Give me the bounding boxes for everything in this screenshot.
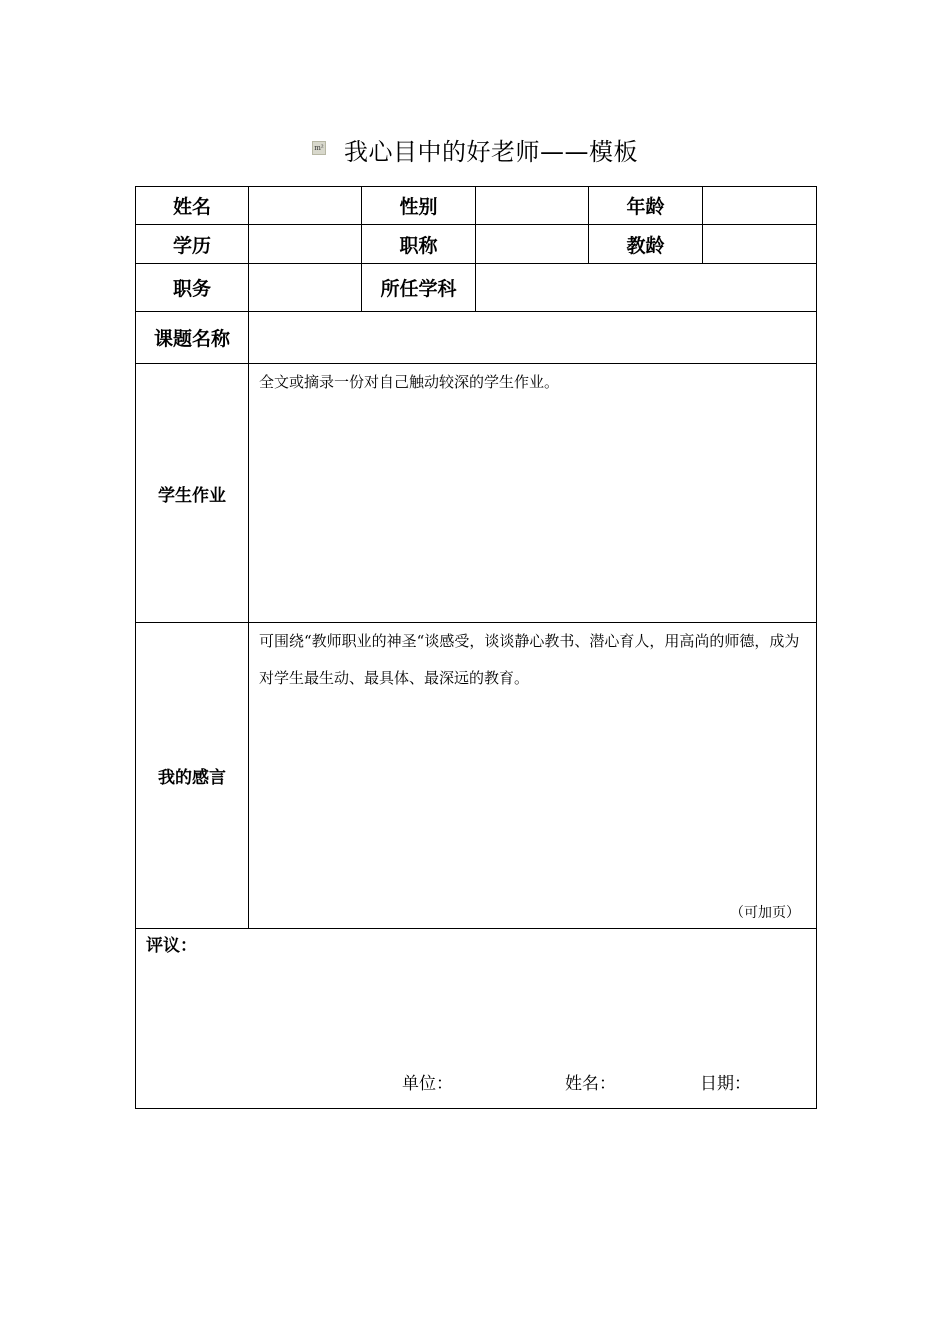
document-title: 我心目中的好老师——模板 bbox=[344, 138, 638, 166]
topic-label: 课题名称 bbox=[136, 312, 249, 364]
gender-label: 性别 bbox=[362, 187, 476, 225]
form-row-basic-1 bbox=[136, 187, 817, 225]
rank-label: 职称 bbox=[362, 225, 476, 264]
position-field[interactable] bbox=[249, 264, 362, 312]
age-field[interactable] bbox=[703, 187, 817, 225]
gender-field[interactable] bbox=[476, 187, 589, 225]
reflection-hint: 可围绕“教师职业的神圣“谈感受，谈谈静心教书、潜心育人，用高尚的师德，成为对学生最生动、最具体、最深远的教育。 bbox=[259, 632, 800, 687]
review-name-label: 姓名： bbox=[565, 1074, 616, 1094]
form-row-homework bbox=[136, 364, 817, 623]
review-label: 评议： bbox=[146, 936, 197, 956]
document-badge-icon: m² bbox=[312, 141, 326, 155]
homework-field[interactable] bbox=[249, 364, 817, 623]
subject-label: 所任学科 bbox=[362, 264, 476, 312]
review-date-label: 日期： bbox=[700, 1074, 751, 1094]
form-row-reflection bbox=[136, 623, 817, 929]
form-row-review bbox=[136, 929, 817, 1109]
education-field[interactable] bbox=[249, 225, 362, 264]
review-field[interactable] bbox=[136, 929, 817, 1109]
add-page-note: （可加页） bbox=[730, 905, 800, 921]
reflection-field[interactable] bbox=[249, 623, 817, 929]
teacher-form-table bbox=[135, 186, 817, 1109]
age-label: 年龄 bbox=[589, 187, 703, 225]
review-unit-label: 单位： bbox=[402, 1074, 453, 1094]
form-row-topic bbox=[136, 312, 817, 364]
rank-field[interactable] bbox=[476, 225, 589, 264]
homework-label: 学生作业 bbox=[136, 364, 249, 623]
form-row-basic-3 bbox=[136, 264, 817, 312]
position-label: 职务 bbox=[136, 264, 249, 312]
homework-hint: 全文或摘录一份对自己触动较深的学生作业。 bbox=[259, 373, 560, 391]
name-label: 姓名 bbox=[136, 187, 249, 225]
document-title-row bbox=[0, 132, 950, 167]
reflection-label: 我的感言 bbox=[136, 623, 249, 929]
name-field[interactable] bbox=[249, 187, 362, 225]
education-label: 学历 bbox=[136, 225, 249, 264]
topic-field[interactable] bbox=[249, 312, 817, 364]
teaching-years-label: 教龄 bbox=[589, 225, 703, 264]
teaching-years-field[interactable] bbox=[703, 225, 817, 264]
form-row-basic-2 bbox=[136, 225, 817, 264]
subject-field[interactable] bbox=[476, 264, 817, 312]
